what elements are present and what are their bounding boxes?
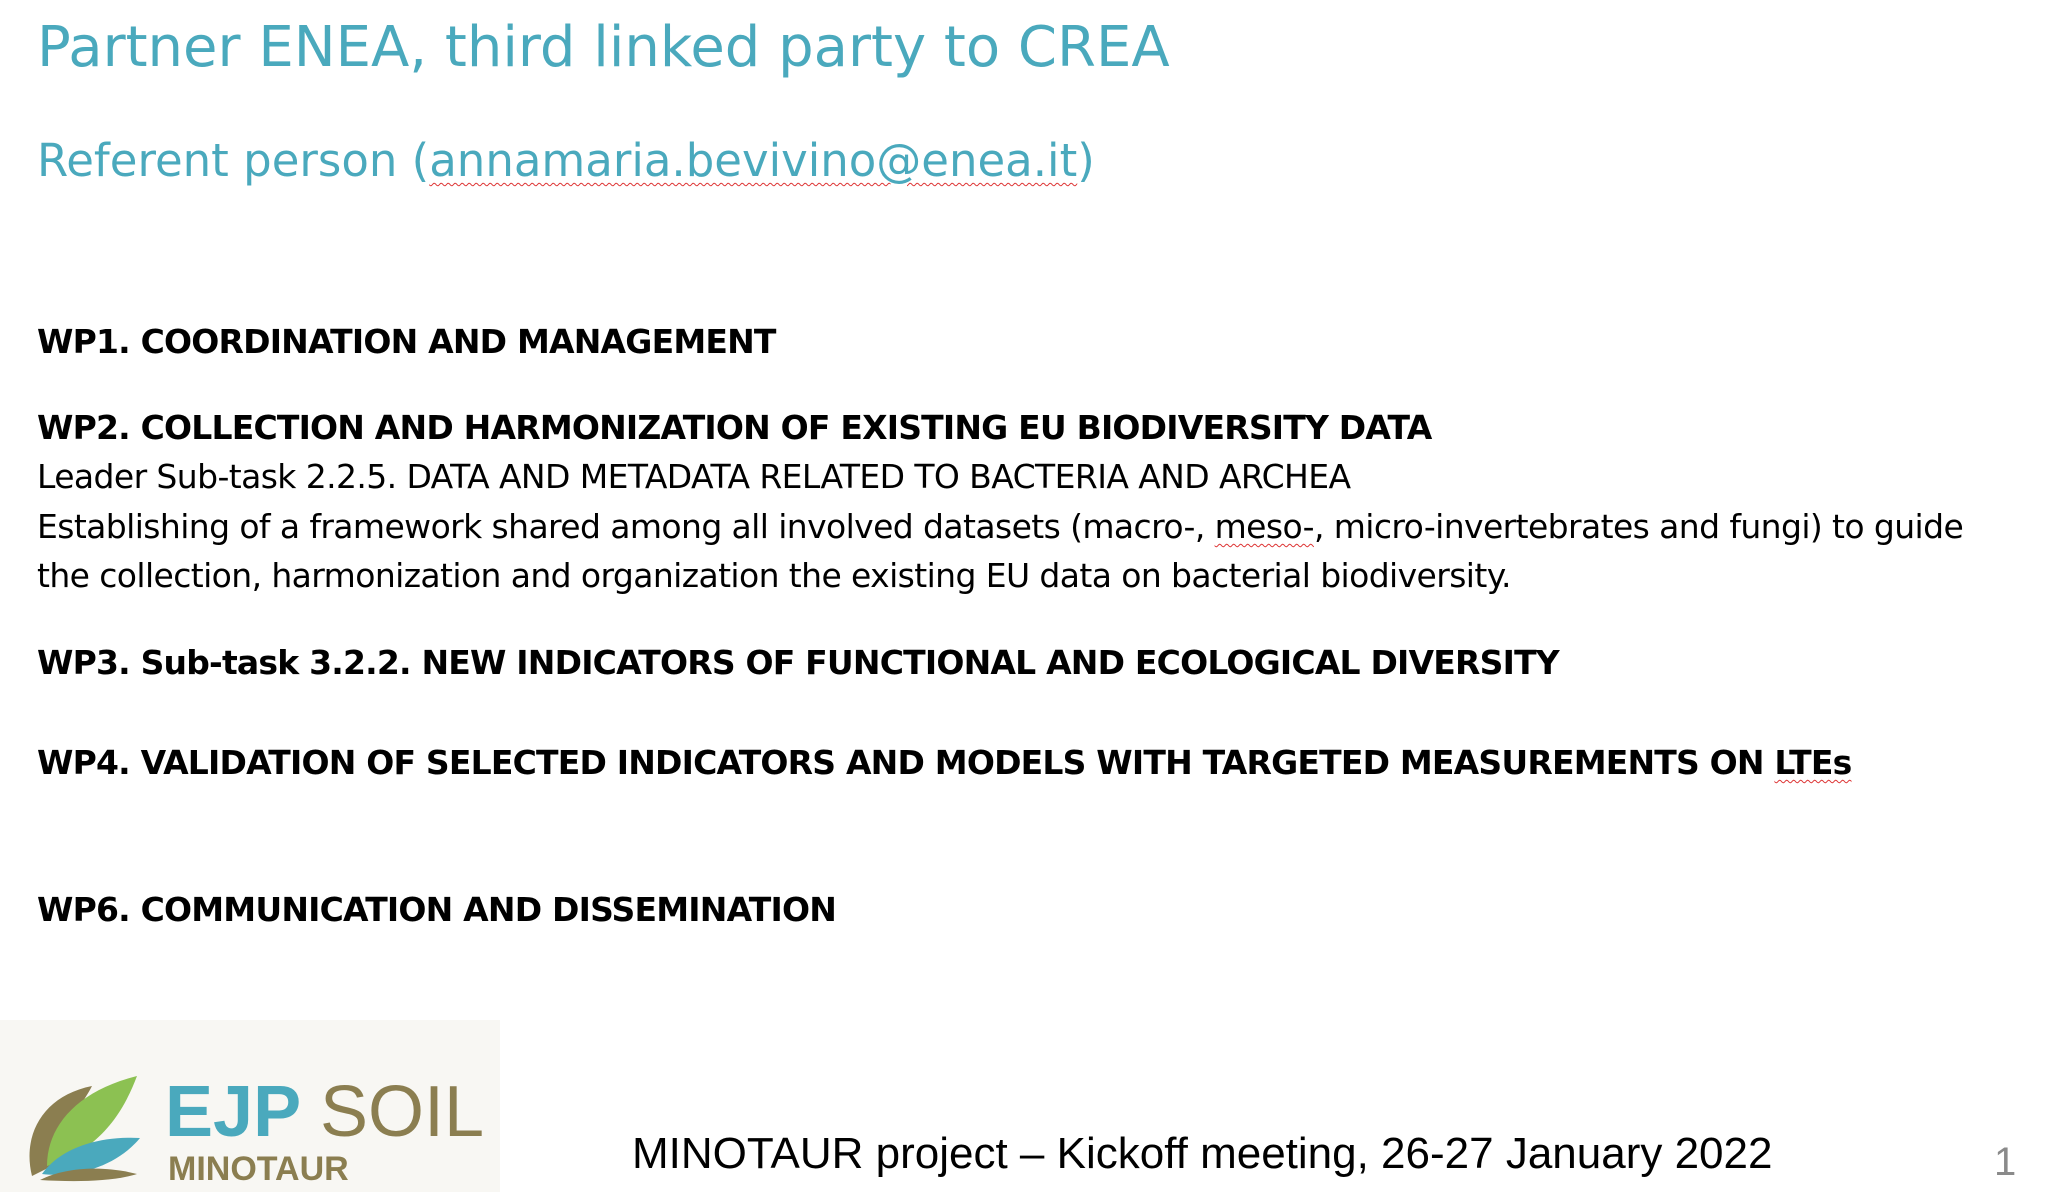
wp2-heading: WP2. COLLECTION AND HARMONIZATION OF EXISTING EU BIODIVERSITY DATA [37, 408, 1432, 447]
slide-title: Partner ENEA, third linked party to CREA [37, 15, 1170, 80]
wp2-desc-part-b: meso- [1214, 507, 1314, 546]
logo-minotaur-text: MINOTAUR [168, 1150, 349, 1188]
referent-suffix: ) [1077, 134, 1095, 187]
wp3-heading: WP3. Sub-task 3.2.2. NEW INDICATORS OF FUNCTIONAL AND ECOLOGICAL DIVERSITY [37, 643, 1559, 682]
wp2-leader-text: Leader Sub-task 2.2.5. DATA AND METADATA RELATED TO BACTERIA AND ARCHEA [37, 457, 1351, 496]
ejp-soil-logo [0, 1020, 500, 1192]
wp4-heading [37, 743, 1851, 783]
wp2-description-line2: the collection, harmonization and organization the existing EU data on bacterial biodiversity. [37, 556, 1511, 595]
logo-soil-text: SOIL [320, 1072, 485, 1152]
page-number: 1 [1994, 1140, 2017, 1184]
logo-ejp-text: EJP [165, 1072, 302, 1152]
wp4-text: WP4. VALIDATION OF SELECTED INDICATORS AND MODELS WITH TARGETED MEASUREMENTS ON [37, 743, 1775, 782]
referent-prefix: Referent person ( [37, 134, 430, 187]
wp2-desc-part-a: Establishing of a framework shared among all involved datasets (macro-, [37, 507, 1215, 546]
wp4-ltes: LTEs [1774, 743, 1852, 782]
wp1-heading: WP1. COORDINATION AND MANAGEMENT [37, 322, 776, 361]
wp6-heading: WP6. COMMUNICATION AND DISSEMINATION [37, 890, 837, 929]
referent-email-link[interactable]: annamaria.bevivino@enea.it [429, 134, 1078, 187]
wp2-desc-part-c: , micro-invertebrates and fungi) to guide [1313, 507, 1964, 546]
leaf-icon [22, 1066, 142, 1182]
wp2-description-line1 [37, 507, 1963, 547]
footer-text: MINOTAUR project – Kickoff meeting, 26-27 January 2022 [632, 1129, 1773, 1178]
referent-line [37, 134, 1095, 188]
